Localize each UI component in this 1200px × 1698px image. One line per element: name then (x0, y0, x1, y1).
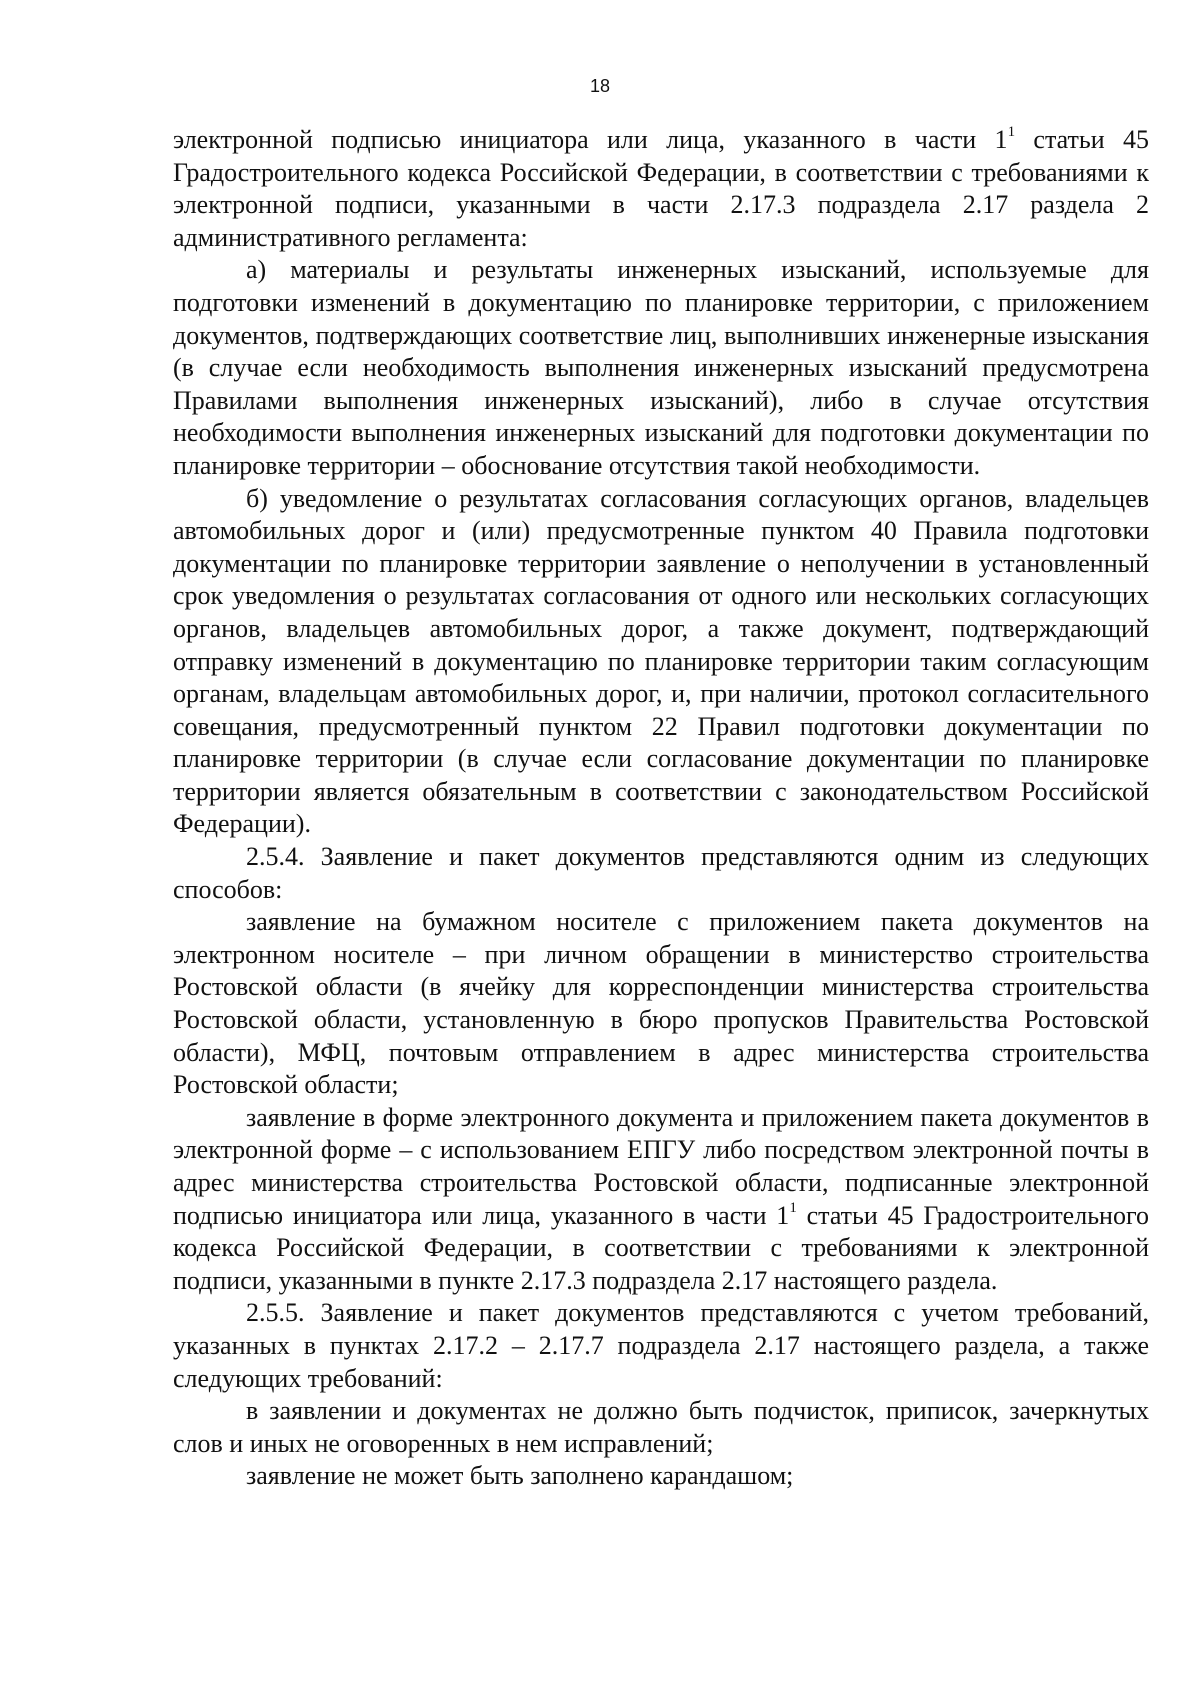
document-body (173, 124, 1149, 1493)
paragraph (173, 906, 1149, 1102)
paragraph-text: а) материалы и результаты инженерных изысканий, используемые для подготовки изменений в документацию по планировке территории, с приложением документов, подтверждающих соответствие лиц, выполнивших инженерные изыскания (в случае если необходимость выполнения инженерных изысканий предусмотрена Правилами выполнения инженерных изысканий), либо в случае отсутствия необходимости выполнения инженерных изысканий для подготовки документации по планировке территории – обоснование отсутствия такой необходимости. (173, 255, 1149, 480)
paragraph-text: 2.5.5. Заявление и пакет документов представляются с учетом требований, указанных в пунктах 2.17.2 – 2.17.7 подраздела 2.17 настоящего раздела, а также следующих требований: (173, 1298, 1149, 1393)
superscript: 1 (789, 1199, 797, 1216)
paragraph-text: заявление в форме электронного документа и приложением пакета документов в электронной форме – с использованием ЕПГУ либо посредством электронной почты в адрес министерства строительства Ростовской области, подписанные электронной подписью инициатора или лица, указанного в части 1 (173, 1102, 1149, 1230)
paragraph-text: заявление на бумажном носителе с приложением пакета документов на электронном носителе – при личном обращении в министерство строительства Ростовской области (в ячейку для корреспонденции министерства строительства Ростовской области, установленную в бюро пропусков Правительства Ростовской области), МФЦ, почтовым отправлением в адрес министерства строительства Ростовской области; (173, 907, 1149, 1100)
paragraph (173, 841, 1149, 906)
paragraph-text: статьи 45 Градостроительного кодекса Российской Федерации, в соответствии с требованиями к электронной подписи, указанными в пункте 2.17.3 подраздела 2.17 настоящего раздела. (173, 1200, 1149, 1295)
paragraph (173, 1102, 1149, 1298)
paragraph (173, 1297, 1149, 1395)
paragraph-text: б) уведомление о результатах согласования согласующих органов, владельцев автомобильных дорог и (или) предусмотренные пунктом 40 Правила подготовки документации по планировке территории заявление о неполучении в установленный срок уведомления о результатах согласования от одного или нескольких согласующих органов, владельцев автомобильных дорог, а также документ, подтверждающий отправку изменений в документацию по планировке территории таким согласующим органам, владельцам автомобильных дорог, и, при наличии, протокол согласительного совещания, предусмотренный пунктом 22 Правил подготовки документации по планировке территории (в случае если согласование документации по планировке территории является обязательным в соответствии с законодательством Российской Федерации). (173, 483, 1149, 839)
paragraph-text: электронной подписью инициатора или лица, указанного в части 1 (173, 125, 1008, 154)
paragraph-text: 2.5.4. Заявление и пакет документов представляются одним из следующих способов: (173, 842, 1149, 904)
paragraph (173, 1395, 1149, 1460)
paragraph (173, 254, 1149, 482)
paragraph-text: в заявлении и документах не должно быть подчисток, приписок, зачеркнутых слов и иных не оговоренных в нем исправлений; (173, 1396, 1149, 1458)
page-number: 18 (589, 76, 611, 96)
paragraph (173, 124, 1149, 254)
paragraph-text: статьи 45 Градостроительного кодекса Российской Федерации, в соответствии с требованиями к электронной подписи, указанными в части 2.17.3 подраздела 2.17 раздела 2 административного регламента: (173, 125, 1149, 252)
paragraph (173, 1460, 1149, 1493)
superscript: 1 (1007, 124, 1016, 140)
paragraph (173, 483, 1149, 842)
paragraph-text: заявление не может быть заполнено карандашом; (246, 1461, 794, 1491)
